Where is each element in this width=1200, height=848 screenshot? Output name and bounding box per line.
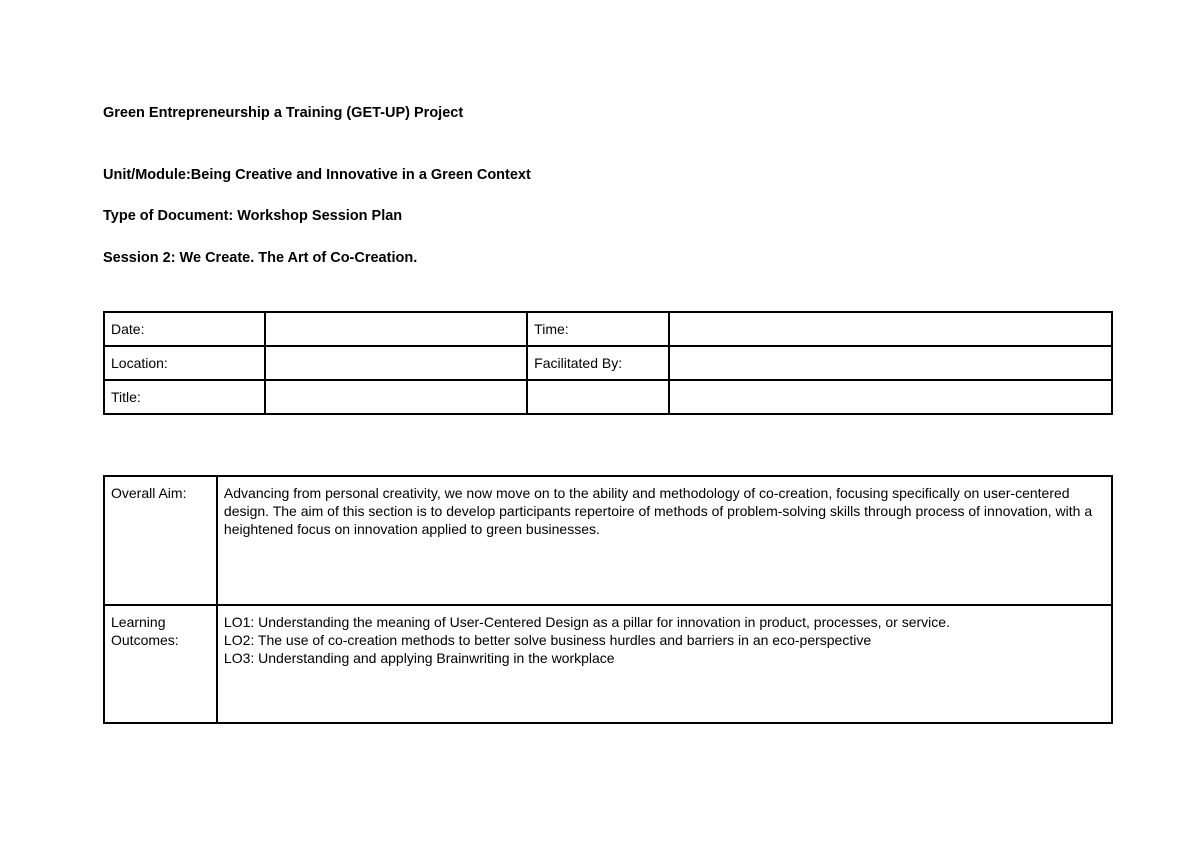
date-label: Date:: [104, 312, 265, 346]
table-row: [104, 346, 1112, 380]
learning-outcomes-list: [217, 605, 1112, 723]
table-row: [104, 605, 1112, 723]
session-heading: Session 2: We Create. The Art of Co-Creation.: [103, 250, 418, 266]
aims-outcomes-table: [103, 475, 1113, 724]
overall-aim-label: Overall Aim:: [104, 476, 217, 605]
date-value-cell[interactable]: [265, 312, 527, 346]
extra-label-cell: [527, 380, 669, 414]
table-row: [104, 312, 1112, 346]
learning-outcome-1: LO1: Understanding the meaning of User-Centered Design as a pillar for innovation in product, processes, or service.: [223, 614, 950, 630]
document-type-heading: Type of Document: Workshop Session Plan: [103, 208, 403, 224]
project-title: Green Entrepreneurship a Training (GET-UP) Project: [103, 105, 464, 121]
session-info-table: [103, 311, 1113, 415]
learning-outcome-2: LO2: The use of co-creation methods to better solve business hurdles and barriers in an eco-perspective: [223, 632, 872, 648]
facilitated-by-label: Facilitated By:: [527, 346, 669, 380]
learning-outcomes-label: Learning Outcomes:: [104, 605, 217, 723]
location-value-cell[interactable]: [265, 346, 527, 380]
time-value-cell[interactable]: [669, 312, 1112, 346]
location-label: Location:: [104, 346, 265, 380]
title-value-cell[interactable]: [265, 380, 527, 414]
overall-aim-text: Advancing from personal creativity, we now move on to the ability and methodology of co-creation, focusing specifically on user-centered design. The aim of this section is to develop participants repertoire of methods of problem-solving skills through process of innovation, with a heightened focus on innovation applied to green businesses.: [217, 476, 1112, 605]
title-label: Title:: [104, 380, 265, 414]
time-label: Time:: [527, 312, 669, 346]
facilitated-by-value-cell[interactable]: [669, 346, 1112, 380]
table-row: [104, 476, 1112, 605]
extra-value-cell[interactable]: [669, 380, 1112, 414]
learning-outcome-3: LO3: Understanding and applying Brainwriting in the workplace: [223, 650, 615, 666]
unit-module-heading: Unit/Module:Being Creative and Innovative in a Green Context: [103, 167, 531, 183]
table-row: [104, 380, 1112, 414]
